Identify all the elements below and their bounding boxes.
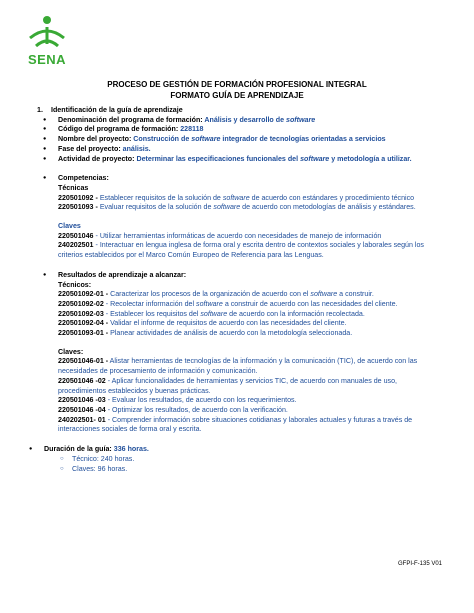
list-item: ● Fase del proyecto: análisis.: [37, 145, 437, 155]
resultado-item: 220501046 -03 - Evaluar los resultados, de acuerdo con los requerimientos.: [58, 396, 297, 405]
identification-list: [37, 116, 437, 165]
resultados-heading: ● Resultados de aprendizaje a alcanzar:: [37, 271, 437, 281]
duracion-item: ○ Claves: 96 horas.: [58, 465, 437, 475]
tecnicas-label: Técnicas: [58, 183, 89, 192]
claves-label: Claves:: [58, 347, 84, 356]
resultados-section: [37, 271, 437, 281]
document-title: PROCESO DE GESTIÓN DE FORMACIÓN PROFESIONAL INTEGRAL: [107, 80, 367, 89]
section-heading-text: Identificación de la guía de aprendizaje: [51, 106, 183, 114]
competencia-item: 240202501 - Interactuar en lengua inglesa de forma oral y escrita dentro de contextos sociales y laborales según los criterios establecidos por el Marco Común Europeo de Referencia para las Lenguas.: [58, 241, 424, 260]
tecnicos-label: Técnicos:: [58, 280, 92, 289]
resultado-item: 220501046 -02 - Aplicar funcionalidades de herramientas y servicios TIC, de acuerdo con manuales de uso, procedimientos establecidos y buenas prácticas.: [58, 376, 397, 395]
resultado-item: 220501092-02 - Recolectar información del software a construir de acuerdo con las necesidades del cliente.: [58, 299, 398, 308]
list-item: ● Código del programa de formación: 228118: [37, 125, 437, 135]
duracion-heading: ● Duración de la guía: 336 horas.: [23, 445, 437, 455]
resultado-item: 240202501- 01 - Comprender información sobre situaciones cotidianas y laborales actuales y futuras a través de interacciones sociales de forma oral y escrita.: [58, 415, 413, 434]
competencia-item: 220501046 - Utilizar herramientas informáticas de acuerdo con necesidades de manejo de información: [58, 231, 382, 240]
list-item: ● Denominación del programa de formación: Análisis y desarrollo de software: [37, 116, 437, 126]
resultado-item: 220501092-04 - Validar el informe de requisitos de acuerdo con las necesidades del cliente.: [58, 319, 347, 328]
competencia-item: 220501092 - Establecer requisitos de la solución de software de acuerdo con estándares y procedimiento técnico: [58, 193, 415, 202]
duracion-list: [37, 455, 437, 474]
logo-wordmark: SENA: [27, 52, 67, 67]
resultado-item: 220501046 -04 - Optimizar los resultados, de acuerdo con la verificación.: [58, 405, 288, 414]
resultado-item: 220501092-03 - Establecer los requisitos del software de acuerdo con la información recolectada.: [58, 309, 365, 318]
duracion-item: ○ Técnico: 240 horas.: [58, 455, 437, 465]
sena-logo-icon: [22, 14, 72, 54]
list-item: ● Nombre del proyecto: Construcción de software integrador de tecnologías orientadas a servicios: [37, 135, 437, 145]
section-number: 1.: [37, 106, 43, 114]
competencias-section: [37, 174, 437, 184]
competencias-heading: ● Competencias:: [37, 174, 437, 184]
resultado-item: 220501092-01 - Caracterizar los procesos de la organización de acuerdo con el software a construir.: [58, 290, 374, 299]
resultado-item: 220501046-01 - Alistar herramientas de tecnologías de la información y la comunicación (TIC), de acuerdo con las necesidades de procesamiento de información y comunicación.: [58, 357, 418, 376]
sena-logo: [22, 14, 72, 72]
claves-label: Claves: [58, 222, 81, 231]
section-heading: [37, 106, 437, 116]
list-item: ● Actividad de proyecto: Determinar las especificaciones funcionales del software y metodología a utilizar.: [37, 155, 437, 165]
duracion-section: [23, 445, 437, 455]
resultado-item: 220501093-01 - Planear actividades de análisis de acuerdo con la metodología seleccionada.: [58, 329, 353, 338]
document-body: [37, 106, 437, 474]
form-code-footer: GFPI-F-135 V01: [397, 561, 442, 567]
document-subtitle: FORMATO GUÍA DE APRENDIZAJE: [170, 91, 304, 100]
competencia-item: 220501093 - Evaluar requisitos de la solución de software de acuerdo con metodologías de análisis y estándares.: [58, 203, 416, 212]
